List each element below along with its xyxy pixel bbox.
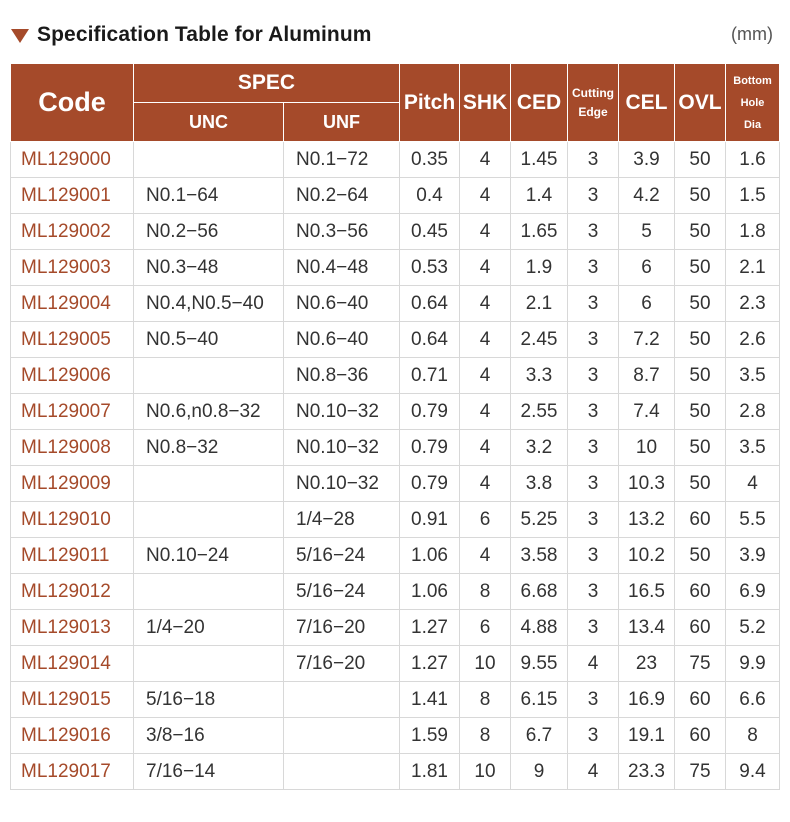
cell-unc: N0.10−24 xyxy=(134,538,284,574)
cell-ovl: 50 xyxy=(675,142,726,178)
col-shk: SHK xyxy=(460,64,511,142)
cell-ced: 9.55 xyxy=(511,646,568,682)
cell-code: ML129003 xyxy=(11,250,134,286)
cell-cel: 10.2 xyxy=(619,538,675,574)
cell-cutting-edge: 3 xyxy=(568,358,619,394)
cell-ovl: 60 xyxy=(675,574,726,610)
cell-ced: 6.68 xyxy=(511,574,568,610)
cell-bottom-hole-dia: 1.5 xyxy=(726,178,780,214)
cell-unf xyxy=(284,754,400,790)
cell-unc: N0.6,n0.8−32 xyxy=(134,394,284,430)
table-row xyxy=(11,610,780,646)
cell-cel: 6 xyxy=(619,286,675,322)
cell-unf: 5/16−24 xyxy=(284,538,400,574)
cell-unf: N0.3−56 xyxy=(284,214,400,250)
spec-table xyxy=(10,63,780,790)
cell-shk: 6 xyxy=(460,502,511,538)
cell-bottom-hole-dia: 2.3 xyxy=(726,286,780,322)
cell-cel: 10.3 xyxy=(619,466,675,502)
cell-cel: 13.4 xyxy=(619,610,675,646)
table-row xyxy=(11,430,780,466)
cell-code: ML129017 xyxy=(11,754,134,790)
cell-unf xyxy=(284,682,400,718)
cell-ovl: 50 xyxy=(675,286,726,322)
cell-code: ML129006 xyxy=(11,358,134,394)
cell-ced: 3.2 xyxy=(511,430,568,466)
cell-ovl: 60 xyxy=(675,502,726,538)
cell-pitch: 1.41 xyxy=(400,682,460,718)
cell-ovl: 50 xyxy=(675,430,726,466)
cell-pitch: 1.27 xyxy=(400,610,460,646)
cell-code: ML129005 xyxy=(11,322,134,358)
cell-unc xyxy=(134,646,284,682)
table-row xyxy=(11,646,780,682)
cell-cutting-edge: 3 xyxy=(568,502,619,538)
cell-ovl: 75 xyxy=(675,646,726,682)
table-row xyxy=(11,250,780,286)
cell-ovl: 75 xyxy=(675,754,726,790)
triangle-down-icon xyxy=(11,29,29,43)
cell-bottom-hole-dia: 2.8 xyxy=(726,394,780,430)
cell-cel: 23.3 xyxy=(619,754,675,790)
cell-shk: 8 xyxy=(460,682,511,718)
col-cutting-line1: Cutting xyxy=(572,85,614,100)
col-cel: CEL xyxy=(619,64,675,142)
cell-ovl: 50 xyxy=(675,322,726,358)
cell-shk: 4 xyxy=(460,358,511,394)
cell-cutting-edge: 4 xyxy=(568,646,619,682)
cell-unf: 7/16−20 xyxy=(284,610,400,646)
cell-bottom-hole-dia: 3.9 xyxy=(726,538,780,574)
cell-unf: N0.1−72 xyxy=(284,142,400,178)
cell-bottom-hole-dia: 2.6 xyxy=(726,322,780,358)
cell-unc: N0.8−32 xyxy=(134,430,284,466)
cell-pitch: 0.79 xyxy=(400,394,460,430)
col-cutting-edge xyxy=(568,64,619,142)
cell-cel: 19.1 xyxy=(619,718,675,754)
cell-code: ML129009 xyxy=(11,466,134,502)
cell-code: ML129015 xyxy=(11,682,134,718)
cell-cel: 8.7 xyxy=(619,358,675,394)
cell-cel: 7.4 xyxy=(619,394,675,430)
table-row xyxy=(11,574,780,610)
cell-ced: 3.8 xyxy=(511,466,568,502)
cell-ced: 9 xyxy=(511,754,568,790)
cell-code: ML129010 xyxy=(11,502,134,538)
cell-shk: 10 xyxy=(460,754,511,790)
cell-cel: 13.2 xyxy=(619,502,675,538)
cell-cutting-edge: 3 xyxy=(568,214,619,250)
cell-code: ML129004 xyxy=(11,286,134,322)
cell-shk: 4 xyxy=(460,286,511,322)
cell-unf: N0.10−32 xyxy=(284,430,400,466)
cell-unf: N0.8−36 xyxy=(284,358,400,394)
cell-unf: N0.10−32 xyxy=(284,466,400,502)
cell-cel: 10 xyxy=(619,430,675,466)
cell-ced: 4.88 xyxy=(511,610,568,646)
col-unc: UNC xyxy=(134,103,284,142)
cell-pitch: 0.91 xyxy=(400,502,460,538)
cell-ced: 1.4 xyxy=(511,178,568,214)
cell-ovl: 50 xyxy=(675,538,726,574)
cell-ovl: 50 xyxy=(675,178,726,214)
cell-cutting-edge: 3 xyxy=(568,394,619,430)
cell-unc: N0.1−64 xyxy=(134,178,284,214)
col-bottom-line3: Dia xyxy=(743,118,762,131)
cell-bottom-hole-dia: 9.4 xyxy=(726,754,780,790)
table-row xyxy=(11,466,780,502)
cell-bottom-hole-dia: 3.5 xyxy=(726,430,780,466)
table-row xyxy=(11,682,780,718)
col-ovl: OVL xyxy=(675,64,726,142)
cell-cel: 16.5 xyxy=(619,574,675,610)
cell-cel: 6 xyxy=(619,250,675,286)
cell-code: ML129013 xyxy=(11,610,134,646)
cell-code: ML129011 xyxy=(11,538,134,574)
cell-ovl: 50 xyxy=(675,466,726,502)
cell-unc xyxy=(134,574,284,610)
cell-unf: 7/16−20 xyxy=(284,646,400,682)
cell-cutting-edge: 3 xyxy=(568,682,619,718)
cell-ovl: 50 xyxy=(675,394,726,430)
cell-bottom-hole-dia: 8 xyxy=(726,718,780,754)
cell-cutting-edge: 4 xyxy=(568,754,619,790)
cell-cutting-edge: 3 xyxy=(568,250,619,286)
cell-ced: 1.9 xyxy=(511,250,568,286)
cell-unf: N0.6−40 xyxy=(284,286,400,322)
cell-code: ML129012 xyxy=(11,574,134,610)
table-row xyxy=(11,538,780,574)
table-row xyxy=(11,178,780,214)
cell-pitch: 0.45 xyxy=(400,214,460,250)
cell-unf: N0.10−32 xyxy=(284,394,400,430)
cell-unf: N0.2−64 xyxy=(284,178,400,214)
table-header xyxy=(11,64,780,142)
cell-unc: 3/8−16 xyxy=(134,718,284,754)
cell-shk: 4 xyxy=(460,430,511,466)
cell-bottom-hole-dia: 2.1 xyxy=(726,250,780,286)
cell-code: ML129007 xyxy=(11,394,134,430)
cell-ovl: 50 xyxy=(675,214,726,250)
table-row xyxy=(11,322,780,358)
cell-unc xyxy=(134,466,284,502)
cell-unf: 1/4−28 xyxy=(284,502,400,538)
col-spec: SPEC xyxy=(134,64,400,103)
cell-unc: N0.5−40 xyxy=(134,322,284,358)
cell-code: ML129008 xyxy=(11,430,134,466)
table-row xyxy=(11,754,780,790)
cell-ced: 2.55 xyxy=(511,394,568,430)
cell-shk: 4 xyxy=(460,214,511,250)
cell-cutting-edge: 3 xyxy=(568,142,619,178)
cell-cutting-edge: 3 xyxy=(568,430,619,466)
cell-code: ML129000 xyxy=(11,142,134,178)
cell-unc: N0.4,N0.5−40 xyxy=(134,286,284,322)
cell-cel: 4.2 xyxy=(619,178,675,214)
cell-unc: N0.2−56 xyxy=(134,214,284,250)
cell-ced: 3.58 xyxy=(511,538,568,574)
cell-ovl: 50 xyxy=(675,250,726,286)
cell-ovl: 60 xyxy=(675,610,726,646)
cell-cel: 16.9 xyxy=(619,682,675,718)
table-row xyxy=(11,214,780,250)
cell-cutting-edge: 3 xyxy=(568,574,619,610)
cell-ced: 6.15 xyxy=(511,682,568,718)
cell-ced: 2.45 xyxy=(511,322,568,358)
cell-unf xyxy=(284,718,400,754)
cell-cel: 7.2 xyxy=(619,322,675,358)
cell-shk: 4 xyxy=(460,142,511,178)
cell-pitch: 1.59 xyxy=(400,718,460,754)
cell-shk: 4 xyxy=(460,394,511,430)
cell-ced: 3.3 xyxy=(511,358,568,394)
unit-label: (mm) xyxy=(731,24,773,44)
col-bottom-hole-dia xyxy=(726,64,780,142)
cell-bottom-hole-dia: 1.8 xyxy=(726,214,780,250)
cell-bottom-hole-dia: 6.6 xyxy=(726,682,780,718)
cell-unc xyxy=(134,502,284,538)
cell-shk: 10 xyxy=(460,646,511,682)
cell-cutting-edge: 3 xyxy=(568,322,619,358)
cell-shk: 6 xyxy=(460,610,511,646)
cell-shk: 4 xyxy=(460,178,511,214)
cell-unc: 5/16−18 xyxy=(134,682,284,718)
cell-unc: 7/16−14 xyxy=(134,754,284,790)
cell-unc xyxy=(134,142,284,178)
cell-shk: 8 xyxy=(460,574,511,610)
page-title: Specification Table for Aluminum xyxy=(37,23,372,46)
cell-shk: 8 xyxy=(460,718,511,754)
cell-bottom-hole-dia: 1.6 xyxy=(726,142,780,178)
cell-shk: 4 xyxy=(460,322,511,358)
cell-bottom-hole-dia: 4 xyxy=(726,466,780,502)
cell-cutting-edge: 3 xyxy=(568,178,619,214)
col-unf: UNF xyxy=(284,103,400,142)
cell-pitch: 0.64 xyxy=(400,322,460,358)
cell-code: ML129001 xyxy=(11,178,134,214)
col-code: Code xyxy=(11,64,134,142)
cell-unf: 5/16−24 xyxy=(284,574,400,610)
cell-bottom-hole-dia: 9.9 xyxy=(726,646,780,682)
table-body xyxy=(11,142,780,790)
cell-ovl: 60 xyxy=(675,682,726,718)
cell-ovl: 60 xyxy=(675,718,726,754)
cell-pitch: 0.4 xyxy=(400,178,460,214)
table-row xyxy=(11,142,780,178)
cell-unf: N0.6−40 xyxy=(284,322,400,358)
col-bottom-line2: Hole xyxy=(740,96,765,109)
cell-ced: 5.25 xyxy=(511,502,568,538)
cell-ced: 1.45 xyxy=(511,142,568,178)
cell-ced: 2.1 xyxy=(511,286,568,322)
cell-pitch: 1.06 xyxy=(400,538,460,574)
cell-ced: 6.7 xyxy=(511,718,568,754)
cell-pitch: 0.64 xyxy=(400,286,460,322)
cell-shk: 4 xyxy=(460,538,511,574)
cell-bottom-hole-dia: 6.9 xyxy=(726,574,780,610)
col-bottom-line1: Bottom xyxy=(733,74,772,87)
cell-ced: 1.65 xyxy=(511,214,568,250)
cell-unf: N0.4−48 xyxy=(284,250,400,286)
section-heading xyxy=(11,20,372,50)
cell-bottom-hole-dia: 3.5 xyxy=(726,358,780,394)
table-row xyxy=(11,394,780,430)
table-row xyxy=(11,718,780,754)
cell-ovl: 50 xyxy=(675,358,726,394)
table-row xyxy=(11,286,780,322)
cell-unc: 1/4−20 xyxy=(134,610,284,646)
cell-shk: 4 xyxy=(460,250,511,286)
cell-unc: N0.3−48 xyxy=(134,250,284,286)
cell-shk: 4 xyxy=(460,466,511,502)
cell-cutting-edge: 3 xyxy=(568,286,619,322)
cell-pitch: 1.81 xyxy=(400,754,460,790)
col-ced: CED xyxy=(511,64,568,142)
table-row xyxy=(11,358,780,394)
cell-pitch: 0.79 xyxy=(400,466,460,502)
cell-pitch: 0.53 xyxy=(400,250,460,286)
cell-cutting-edge: 3 xyxy=(568,610,619,646)
cell-pitch: 0.35 xyxy=(400,142,460,178)
col-pitch: Pitch xyxy=(400,64,460,142)
cell-cel: 23 xyxy=(619,646,675,682)
cell-bottom-hole-dia: 5.5 xyxy=(726,502,780,538)
cell-pitch: 1.27 xyxy=(400,646,460,682)
cell-pitch: 1.06 xyxy=(400,574,460,610)
cell-code: ML129002 xyxy=(11,214,134,250)
cell-bottom-hole-dia: 5.2 xyxy=(726,610,780,646)
cell-cutting-edge: 3 xyxy=(568,718,619,754)
col-cutting-line2: Edge xyxy=(578,104,608,119)
cell-cutting-edge: 3 xyxy=(568,466,619,502)
cell-cel: 3.9 xyxy=(619,142,675,178)
table-row xyxy=(11,502,780,538)
cell-pitch: 0.79 xyxy=(400,430,460,466)
cell-code: ML129016 xyxy=(11,718,134,754)
cell-code: ML129014 xyxy=(11,646,134,682)
cell-cel: 5 xyxy=(619,214,675,250)
cell-cutting-edge: 3 xyxy=(568,538,619,574)
cell-pitch: 0.71 xyxy=(400,358,460,394)
cell-unc xyxy=(134,358,284,394)
